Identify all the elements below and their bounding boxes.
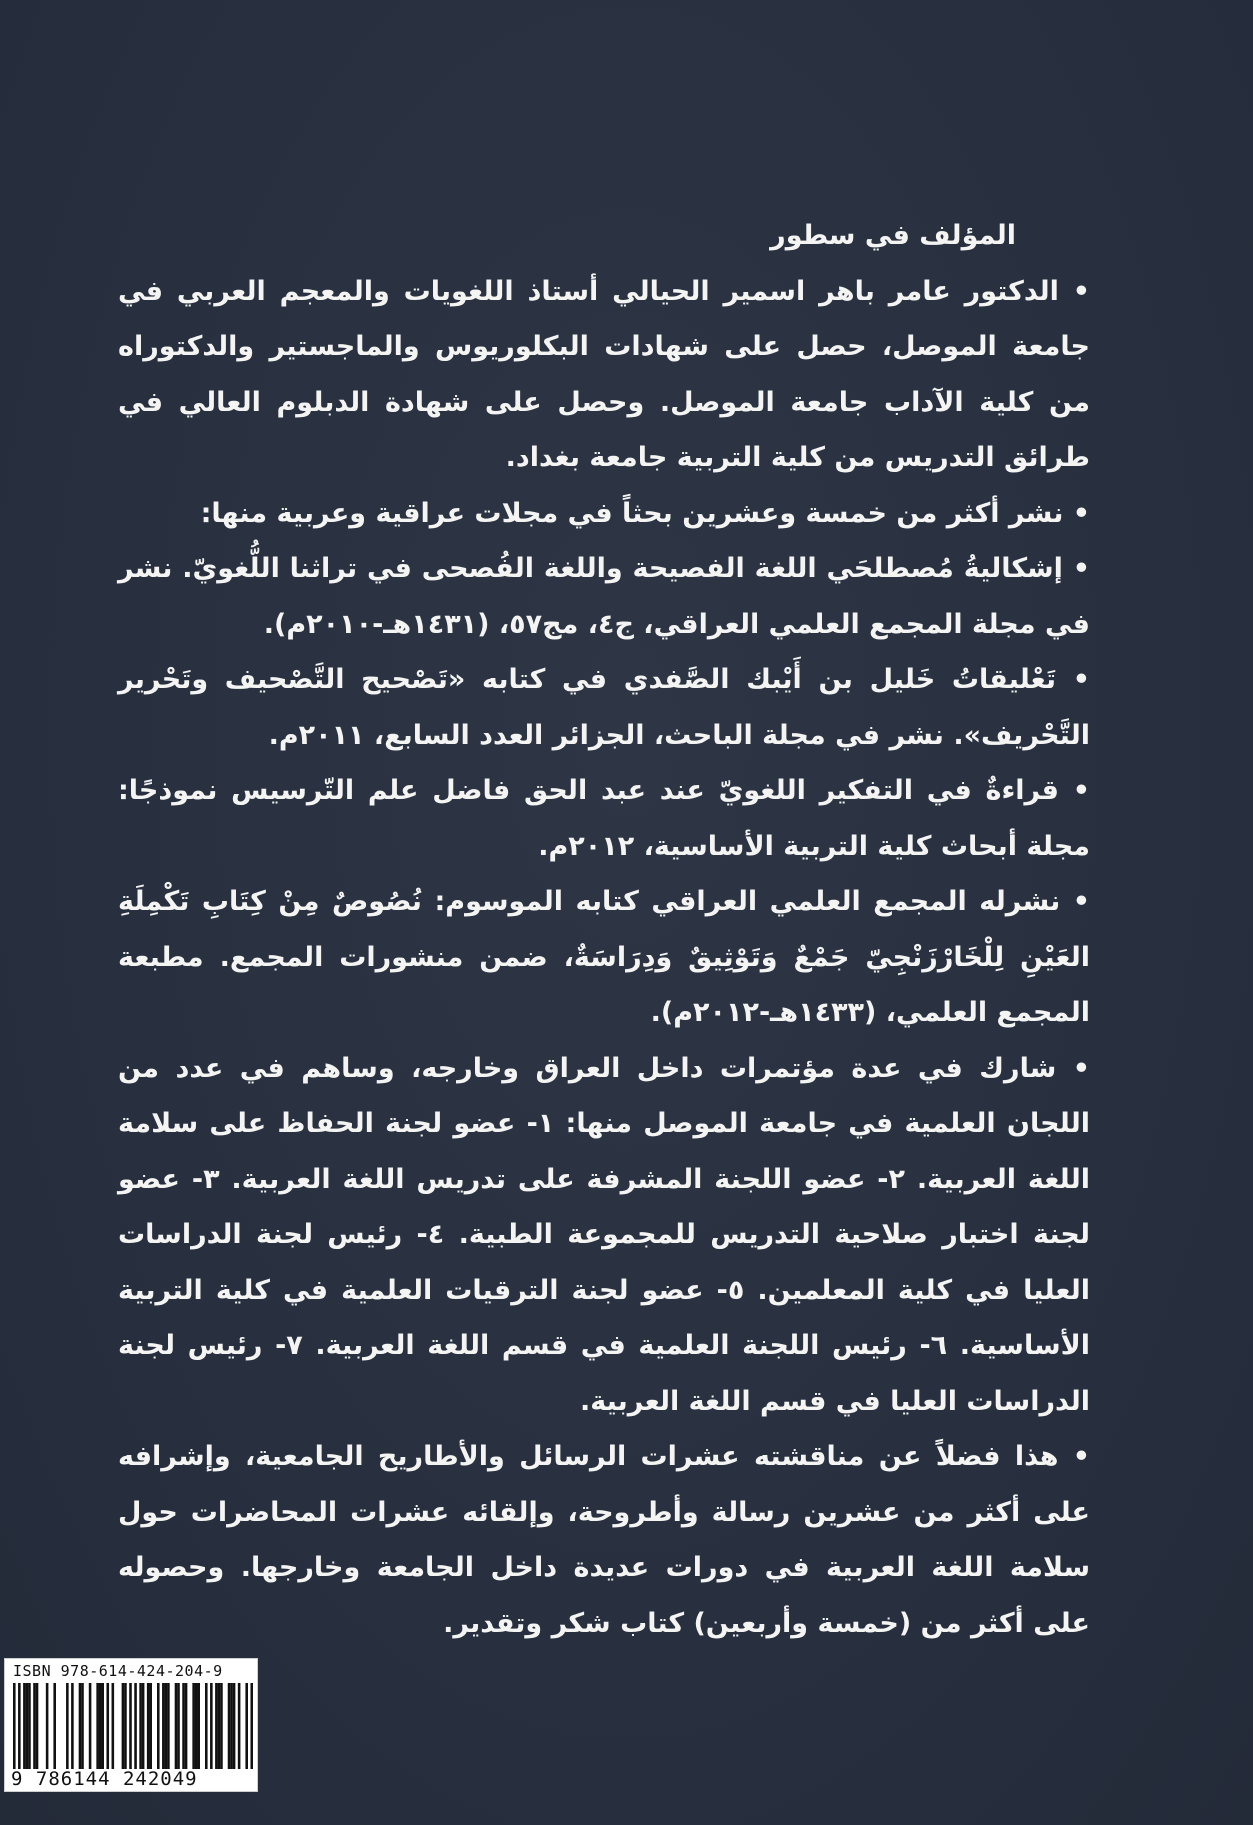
barcode-bar <box>71 1683 74 1769</box>
barcode-bar <box>215 1683 218 1769</box>
barcode-bar <box>139 1683 142 1769</box>
bio-heading: المؤلف في سطور <box>770 220 1016 251</box>
barcode-bar <box>197 1683 200 1769</box>
barcode-bar <box>99 1683 102 1769</box>
author-bio <box>118 208 1090 1651</box>
barcode-bar <box>167 1683 170 1769</box>
barcode-bar <box>238 1683 241 1769</box>
barcode-bar <box>13 1683 16 1769</box>
barcode-bar <box>46 1683 49 1769</box>
isbn-label: ISBN 978-614-424-204-9 <box>13 1662 223 1680</box>
barcode-bar <box>142 1683 145 1769</box>
barcode-bar <box>134 1683 137 1769</box>
barcode-bar <box>23 1683 26 1769</box>
barcode-bar <box>218 1683 221 1769</box>
barcode-bar <box>124 1683 127 1769</box>
barcode-bar <box>122 1683 125 1769</box>
barcode-bar <box>157 1683 160 1769</box>
barcode-bar <box>89 1683 92 1769</box>
barcode-bar <box>101 1683 104 1769</box>
barcode-bar <box>177 1683 180 1769</box>
bio-paragraph-publications-intro: • نشر أكثر من خمسة وعشرين بحثاً في مجلات عراقية وعربية منها: <box>200 497 1090 529</box>
bio-paragraph-supervision: • هذا فضلاً عن مناقشته عشرات الرسائل والأطاريح الجامعية، وإشرافه على أكثر من عشرين رسالة وأطروحة، وإلقائه عشرات المحاضرات حول سلامة اللغة العربية في دورات عديدة داخل الجامعة وخارجها. وحصوله على أكثر من (خمسة وأربعين) كتاب شكر وتقدير. <box>118 1441 1090 1639</box>
barcode-bar <box>210 1683 213 1769</box>
barcode-bar <box>36 1683 39 1769</box>
barcode-bar <box>112 1683 115 1769</box>
barcode-bar <box>33 1683 36 1769</box>
barcode-bar <box>182 1683 185 1769</box>
barcode-bar <box>245 1683 248 1769</box>
barcode-digits: 9 786144 242049 <box>11 1768 198 1790</box>
bio-paragraph-book: • نشرله المجمع العلمي العراقي كتابه الموسوم: نُصُوصٌ مِنْ كِتَابِ تَكْمِلَةِ العَيْنِ لِلْخَارْزَنْجِيّ جَمْعٌ وَتَوْثِيقٌ وَدِرَاسَةٌ، ضمن منشورات المجمع. مطبعة المجمع العلمي، (١٤٣٣هـ-٢٠١٢م). <box>118 886 1090 1028</box>
barcode-bar <box>96 1683 99 1769</box>
barcode-bar <box>162 1683 165 1769</box>
bio-paragraph-publication-3: • قراءةٌ في التفكير اللغويّ عند عبد الحق فاضل علم التّرسيس نموذجًا: مجلة أبحاث كلية التربية الأساسية، ٢٠١٢م. <box>118 775 1090 862</box>
isbn-barcode <box>4 1658 258 1792</box>
barcode-bar <box>28 1683 31 1769</box>
barcode-bar <box>165 1683 168 1769</box>
barcode-bar <box>18 1683 21 1769</box>
barcode-bar <box>175 1683 178 1769</box>
barcode-bar <box>129 1683 132 1769</box>
barcode-bar <box>106 1683 109 1769</box>
barcode-bar <box>66 1683 69 1769</box>
bio-paragraph-education: • الدكتور عامر باهر اسمير الحيالي أستاذ اللغويات والمعجم العربي في جامعة الموصل، حصل على شهادات البكلوريوس والماجستير والدكتوراه من كلية الآداب جامعة الموصل. وحصل على شهادة الدبلوم العالي في طرائق التدريس من كلية التربية جامعة بغداد. <box>118 275 1090 473</box>
barcode-bar <box>228 1683 231 1769</box>
barcode-bar <box>53 1683 56 1769</box>
barcode-bars <box>13 1683 253 1769</box>
barcode-bar <box>81 1683 84 1769</box>
barcode-bar <box>185 1683 188 1769</box>
bio-paragraph-committees: • شارك في عدة مؤتمرات داخل العراق وخارجه، وساهم في عدد من اللجان العلمية في جامعة الموصل منها: ١- عضو لجنة الحفاظ على سلامة اللغة العربية. ٢- عضو اللجنة المشرفة على تدريس اللغة العربية. ٣- عضو لجنة اختبار صلاحية التدريس للمجموعة الطبية. ٤- رئيس لجنة الدراسات العليا في كلية المعلمين. ٥- عضو لجنة الترقيات العلمية في كلية التربية الأساسية. ٦- رئيس اللجنة العلمية في قسم اللغة العربية. ٧- رئيس لجنة الدراسات العليا في قسم اللغة العربية. <box>118 1052 1090 1417</box>
barcode-bar <box>26 1683 29 1769</box>
barcode-bar <box>192 1683 195 1769</box>
barcode-bar <box>220 1683 223 1769</box>
barcode-bar <box>195 1683 198 1769</box>
bio-paragraph-publication-2: • تَعْليقاتُ خَليل بن أَيْبك الصَّفدي في كتابه «تَصْحيح التَّصْحيف وتَحْرير التَّحْريف». نشر في مجلة الباحث، الجزائر العدد السابع، ٢٠١١م. <box>118 664 1090 751</box>
barcode-bar <box>205 1683 208 1769</box>
barcode-bar <box>250 1683 253 1769</box>
barcode-bar <box>230 1683 233 1769</box>
barcode-bar <box>149 1683 152 1769</box>
barcode-bar <box>147 1683 150 1769</box>
barcode-bar <box>79 1683 82 1769</box>
barcode-bar <box>233 1683 236 1769</box>
bio-paragraph-publication-1: • إشكاليةُ مُصطلحَي اللغة الفصيحة واللغة الفُصحى في تراثنا اللُّغويّ. نشر في مجلة المجمع العلمي العراقي، ج٤، مج٥٧، (١٤٣١هـ-٢٠١٠م). <box>118 553 1090 640</box>
